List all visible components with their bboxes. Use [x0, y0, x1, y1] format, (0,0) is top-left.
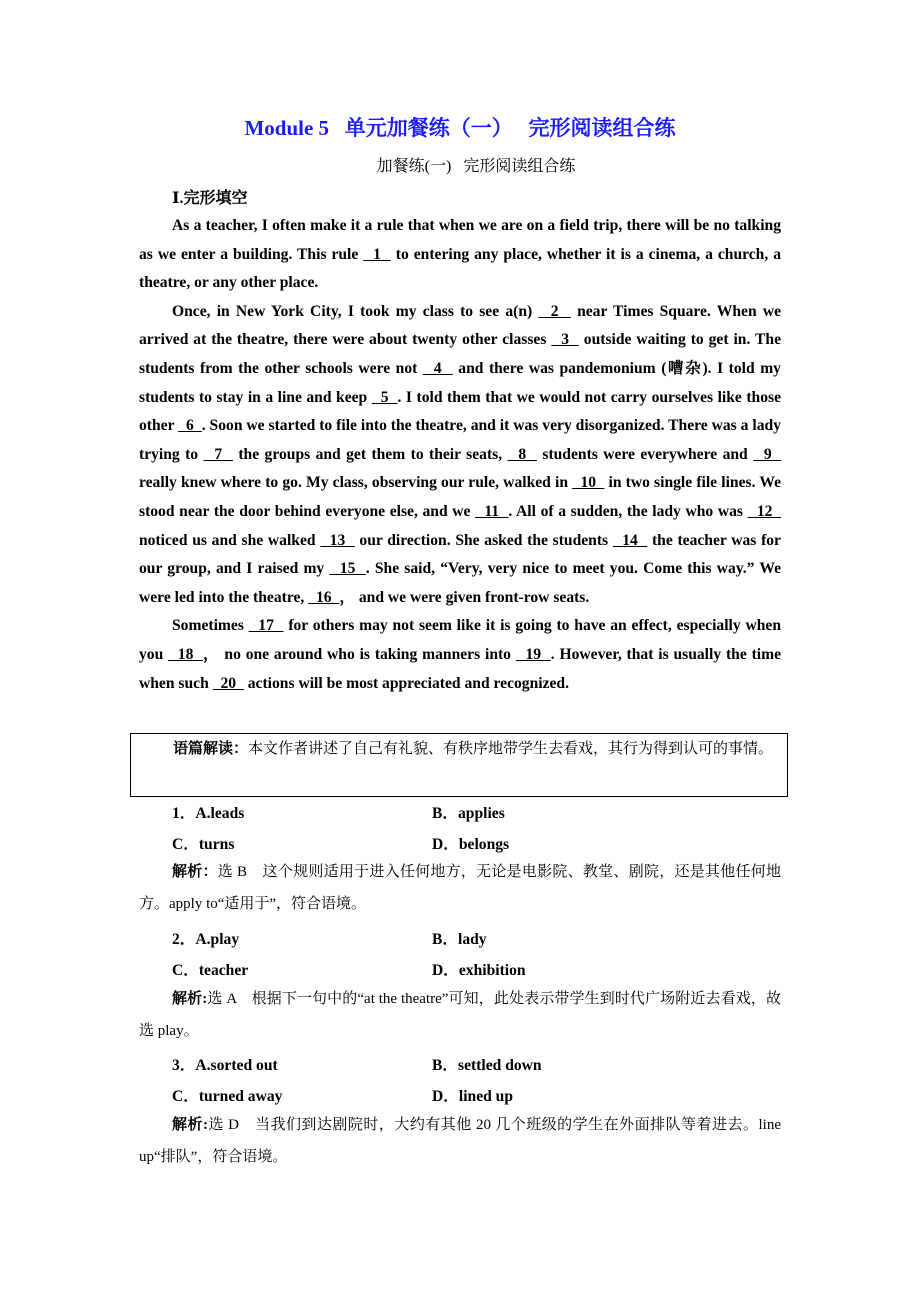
cloze-blank: 13	[320, 531, 355, 549]
cloze-blank: 9	[753, 445, 782, 463]
passage-text: ， and we were given front-row seats.	[339, 588, 590, 606]
passage-text: and there was pandemonium (嘈杂). I told my students to stay in a line and keep	[139, 359, 781, 406]
passage-paragraph	[139, 612, 781, 698]
explanation	[139, 984, 781, 1047]
cloze-blank: 14	[612, 531, 648, 549]
explanation-text: 选 A 根据下一句中的“at the theatre”可知，此处表示带学生到时代广场附近去看戏，故选 play。	[139, 991, 781, 1039]
option-b: B．applies	[432, 805, 505, 822]
cloze-blank: 3	[551, 331, 579, 349]
option-c: C．turns	[172, 836, 235, 853]
summary-box	[130, 733, 788, 797]
passage-text: our direction. She asked the students	[354, 531, 613, 549]
option-d: D．belongs	[432, 836, 510, 853]
passage-text: really knew where to go. My class, observing our rule, walked in	[139, 474, 573, 492]
option-d: D．exhibition	[432, 962, 526, 979]
cloze-blank: 2	[538, 302, 571, 320]
passage-text: the groups and get them to their seats,	[232, 445, 508, 463]
passage-text: the teacher was for our group, and I raised my	[139, 531, 781, 578]
cloze-blank: 12	[747, 502, 781, 520]
explanation	[139, 1110, 781, 1173]
option-a: 2．A.play	[172, 931, 240, 948]
cloze-blank: 1	[363, 245, 391, 263]
summary-text: 本文作者讲述了自己有礼貌、有秩序地带学生去看戏，其行为得到认可的事情。	[248, 741, 774, 757]
explanation-text: 选 B 这个规则适用于进入任何地方，无论是电影院、教堂、剧院，还是其他任何地方。apply to“适用于”，符合语境。	[139, 864, 781, 912]
passage-text: Once, in New York City, I took my class to see a(n)	[172, 302, 539, 320]
explanation-label: 解析:	[172, 991, 208, 1007]
cloze-blank: 6	[178, 417, 202, 435]
passage-text: ， no one around who is taking manners into	[203, 645, 516, 663]
option-d: D．lined up	[432, 1088, 514, 1105]
page-title: Module 5 单元加餐练（一） 完形阅读组合练	[244, 116, 676, 140]
passage-text: Sometimes	[172, 617, 249, 635]
explanation-text: 选 D 当我们到达剧院时，大约有其他 20 几个班级的学生在外面排队等着进去。line up“排队”，符合语境。	[139, 1117, 781, 1165]
cloze-blank: 11	[475, 502, 509, 520]
option-a: 3．A.sorted out	[172, 1057, 278, 1074]
passage-text: to entering any place, whether it is a cinema, a church, a theatre, or any other place.	[139, 245, 782, 292]
passage-text: near Times Square. When we arrived at the theatre, there were about twenty other classes	[139, 302, 781, 349]
explanation-label: 解析：	[172, 864, 218, 880]
cloze-blank: 10	[572, 474, 605, 492]
cloze-blank: 16	[308, 588, 340, 606]
passage-text: As a teacher, I often make it a rule that when we are on a field trip, there will be no talking as we enter a building. This rule	[139, 217, 781, 263]
passage-text: . Soon we started to file into the theatre, and it was very disorganized. There was a lady trying to	[139, 417, 782, 463]
explanation-label: 解析:	[172, 1117, 208, 1133]
passage-text: . She said, “Very, very nice to meet you. Come this way.” We were led into the theatre,	[139, 560, 782, 606]
cloze-passage	[139, 212, 781, 698]
cloze-blank: 5	[371, 388, 398, 406]
passage-text: . However, that is usually the time when such	[139, 645, 782, 692]
option-a: 1．A.leads	[172, 805, 245, 822]
cloze-blank: 18	[168, 645, 204, 663]
cloze-blank: 19	[515, 645, 551, 663]
passage-text: in two single file lines. We stood near the door behind everyone else, and we	[139, 474, 781, 520]
passage-paragraph	[139, 298, 781, 613]
summary-label: 语篇解读：	[173, 741, 249, 757]
option-c: C．teacher	[172, 962, 249, 979]
cloze-blank: 4	[422, 359, 453, 377]
cloze-blank: 17	[248, 617, 284, 635]
passage-text: students were everywhere and	[536, 445, 754, 463]
cloze-blank: 15	[329, 560, 366, 578]
passage-text: outside waiting to get in. The students from the other schools were not	[139, 331, 781, 377]
option-c: C．turned away	[172, 1088, 283, 1105]
passage-text: actions will be most appreciated and recognized.	[243, 674, 570, 692]
passage-paragraph	[139, 212, 781, 298]
page-subtitle: 加餐练(一) 完形阅读组合练	[376, 158, 576, 175]
explanation	[139, 857, 781, 920]
option-b: B．settled down	[432, 1057, 542, 1074]
passage-text: noticed us and she walked	[139, 531, 321, 549]
section-heading: Ⅰ.完形填空	[172, 190, 248, 207]
passage-text: for others may not seem like it is going to have an effect, especially when you	[139, 617, 782, 663]
option-b: B．lady	[432, 931, 487, 948]
cloze-blank: 7	[203, 445, 233, 463]
cloze-blank: 8	[507, 445, 537, 463]
passage-text: . All of a sudden, the lady who was	[508, 502, 748, 520]
cloze-blank: 20	[212, 674, 244, 692]
passage-text: . I told them that we would not carry ourselves like those other	[139, 388, 781, 435]
